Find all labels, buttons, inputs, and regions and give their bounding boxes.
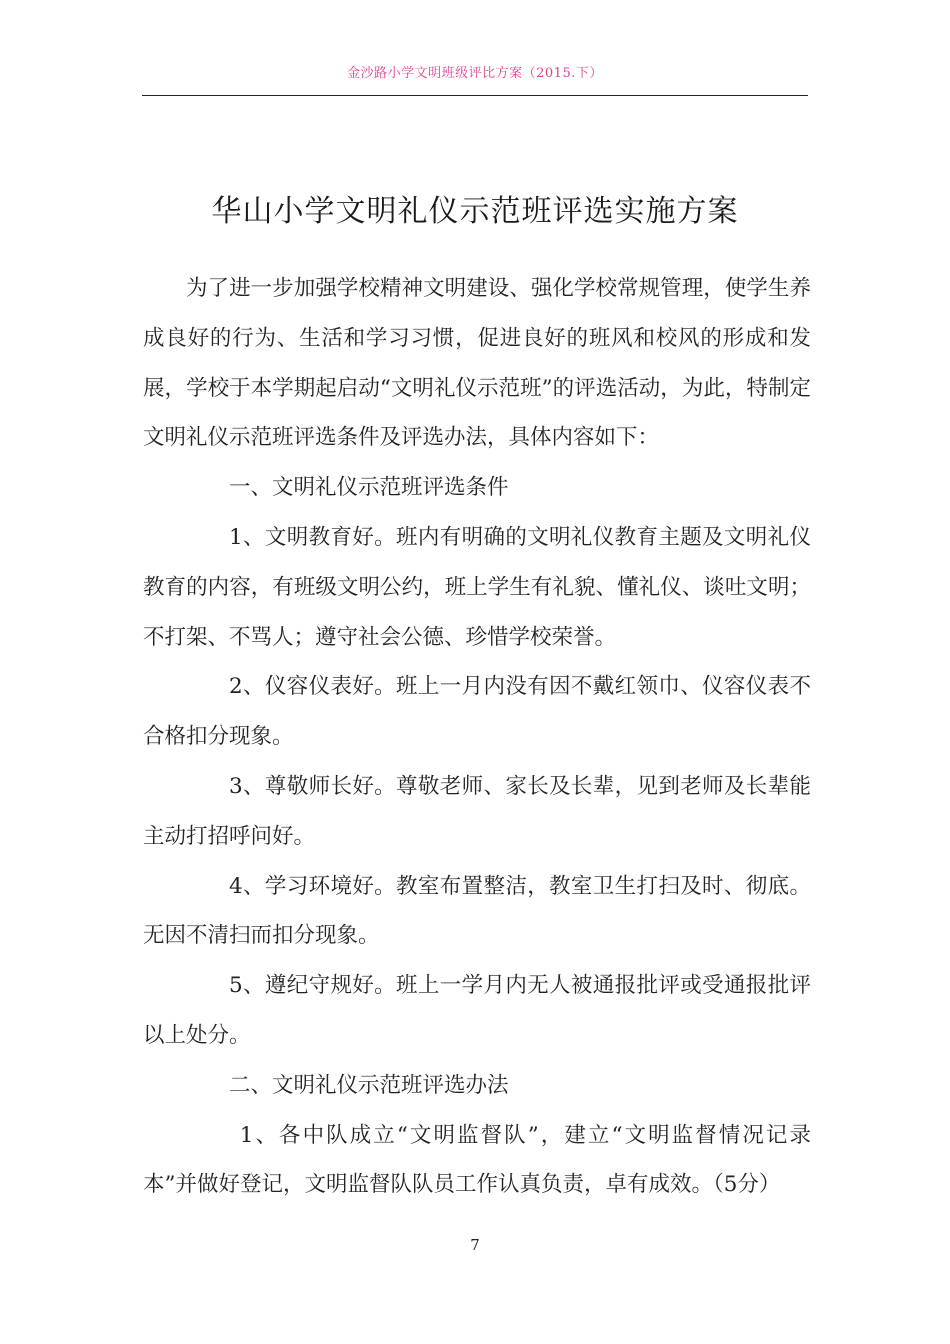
running-header: 金沙路小学文明班级评比方案（2015.下） — [347, 66, 603, 81]
criteria-item-1: 1、文明教育好。班内有明确的文明礼仪教育主题及文明礼仪教育的内容，有班级文明公约，班上学生有礼貌、懂礼仪、谈吐文明；不打架、不骂人；遵守社会公德、珍惜学校荣誉。 — [143, 524, 811, 650]
page-number: 7 — [470, 1236, 480, 1254]
section-heading-methods: 二、文明礼仪示范班评选办法 — [229, 1072, 509, 1098]
intro-paragraph: 为了进一步加强学校精神文明建设、强化学校常规管理，使学生养成良好的行为、生活和学习习惯，促进良好的班风和校风的形成和发展，学校于本学期起启动“文明礼仪示范班”的评选活动，为此，特制定文明礼仪示范班评选条件及评选办法，具体内容如下： — [143, 276, 811, 451]
method-item-1: 1、各中队成立“文明监督队”，建立“文明监督情况记录本”并做好登记，文明监督队队员工作认真负责，卓有成效。（5分） — [143, 1122, 811, 1198]
criteria-item-3: 3、尊敬师长好。尊敬老师、家长及长辈，见到老师及长辈能主动打招呼问好。 — [143, 773, 811, 849]
document-title: 华山小学文明礼仪示范班评选实施方案 — [211, 194, 739, 229]
criteria-item-2: 2、仪容仪表好。班上一月内没有因不戴红领巾、仪容仪表不合格扣分现象。 — [143, 674, 811, 750]
section-heading-criteria: 一、文明礼仪示范班评选条件 — [229, 475, 509, 501]
criteria-item-4: 4、学习环境好。教室布置整洁，教室卫生打扫及时、彻底。无因不清扫而扣分现象。 — [143, 873, 811, 949]
header-divider — [142, 95, 808, 96]
criteria-item-5: 5、遵纪守规好。班上一学月内无人被通报批评或受通报批评以上处分。 — [143, 973, 811, 1048]
document-body — [143, 264, 811, 1210]
